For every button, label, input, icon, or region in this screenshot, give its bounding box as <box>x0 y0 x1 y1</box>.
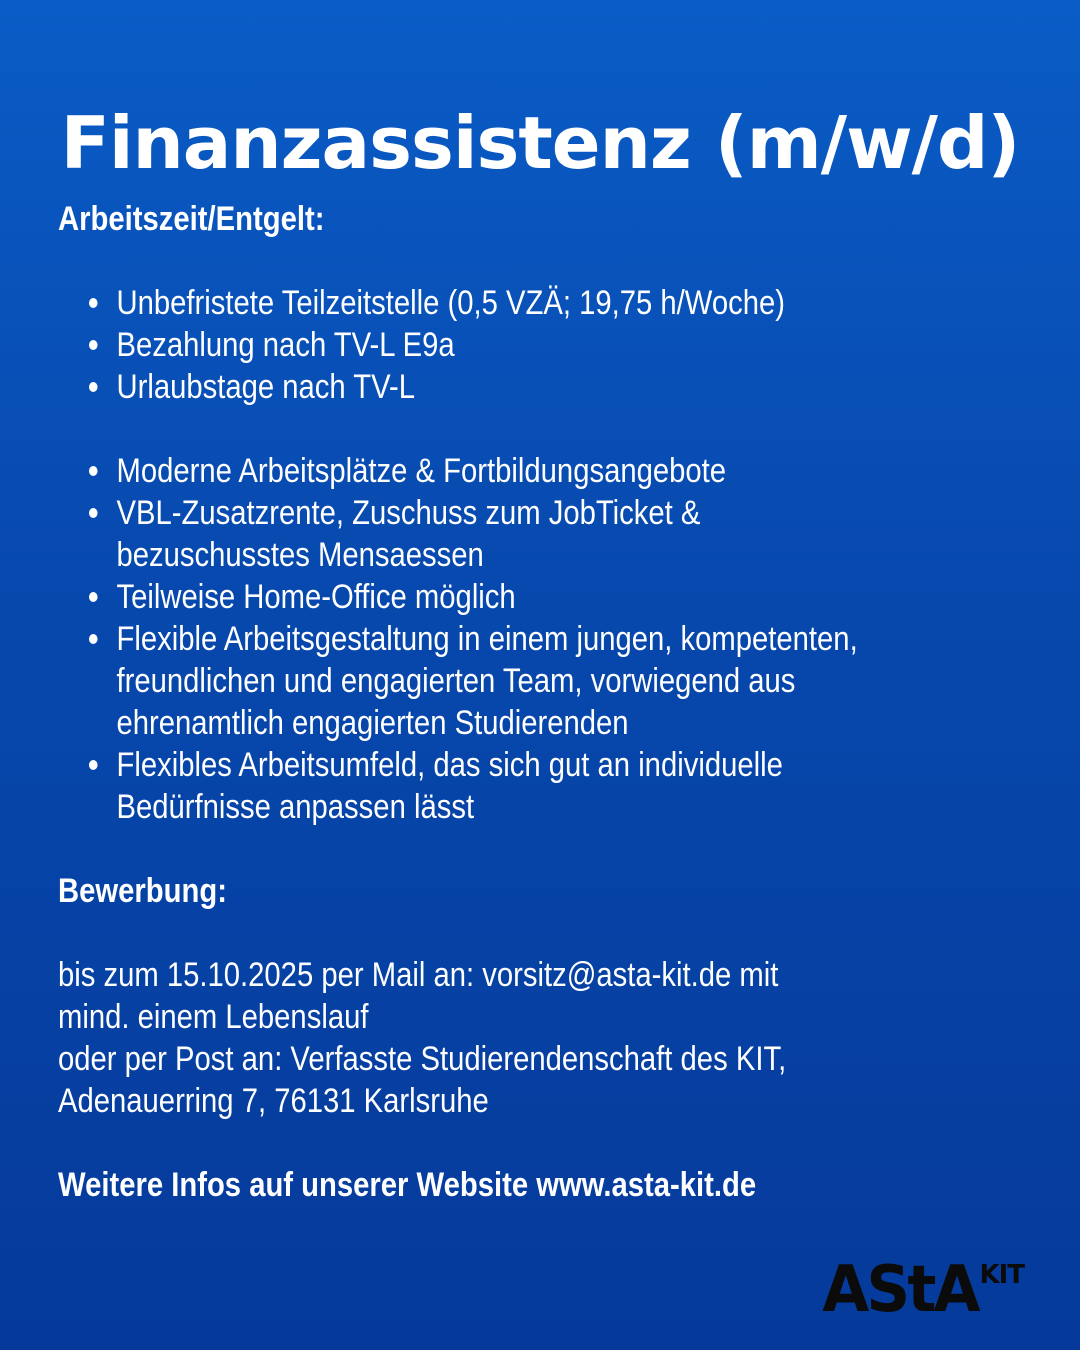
page-title: Finanzassistenz (m/w/d) <box>60 101 1020 185</box>
posting-body <box>58 198 1038 1206</box>
list-item-line: Flexibles Arbeitsumfeld, das sich gut an individuelle <box>116 746 783 784</box>
asta-kit-logo <box>814 1253 1024 1327</box>
website-note: Weitere Infos auf unserer Website www.asta-kit.de <box>58 1166 757 1204</box>
apply-text-line: mind. einem Lebenslauf <box>58 998 369 1036</box>
list-item-line: Teilweise Home-Office möglich <box>116 578 516 616</box>
apply-text-line: oder per Post an: Verfasste Studierendenschaft des KIT, <box>58 1040 787 1078</box>
apply-section-heading: Bewerbung: <box>58 872 227 910</box>
benefits-list <box>58 450 1038 828</box>
list-item-line: bezuschusstes Mensaessen <box>116 536 484 574</box>
work-section-heading: Arbeitszeit/Entgelt: <box>58 200 325 238</box>
list-item <box>116 576 1038 618</box>
list-item-line: freundlichen und engagierten Team, vorwiegend aus <box>116 662 796 700</box>
logo-superscript: KIT <box>979 1260 1024 1290</box>
conditions-list <box>58 282 1038 408</box>
apply-text-line: Adenauerring 7, 76131 Karlsruhe <box>58 1082 489 1120</box>
list-item: Bezahlung nach TV-L E9a <box>116 324 1038 366</box>
list-item-line: VBL-Zusatzrente, Zuschuss zum JobTicket & <box>116 494 701 532</box>
apply-text-line: bis zum 15.10.2025 per Mail an: vorsitz@asta-kit.de mit <box>58 956 779 994</box>
list-item-line: ehrenamtlich engagierten Studierenden <box>116 704 629 742</box>
list-item-line: Bedürfnisse anpassen lässt <box>116 788 475 826</box>
list-item-line: Flexible Arbeitsgestaltung in einem jungen, kompetenten, <box>116 620 858 658</box>
list-item: Unbefristete Teilzeitstelle (0,5 VZÄ; 19,75 h/Woche) <box>116 282 1038 324</box>
logo-wordmark: AStA <box>821 1253 978 1327</box>
list-item: Urlaubstage nach TV-L <box>116 366 1038 408</box>
list-item-line: Moderne Arbeitsplätze & Fortbildungsangebote <box>116 452 727 490</box>
list-item <box>116 744 1038 828</box>
list-item <box>116 492 1038 576</box>
list-item <box>116 618 1038 744</box>
list-item <box>116 450 1038 492</box>
